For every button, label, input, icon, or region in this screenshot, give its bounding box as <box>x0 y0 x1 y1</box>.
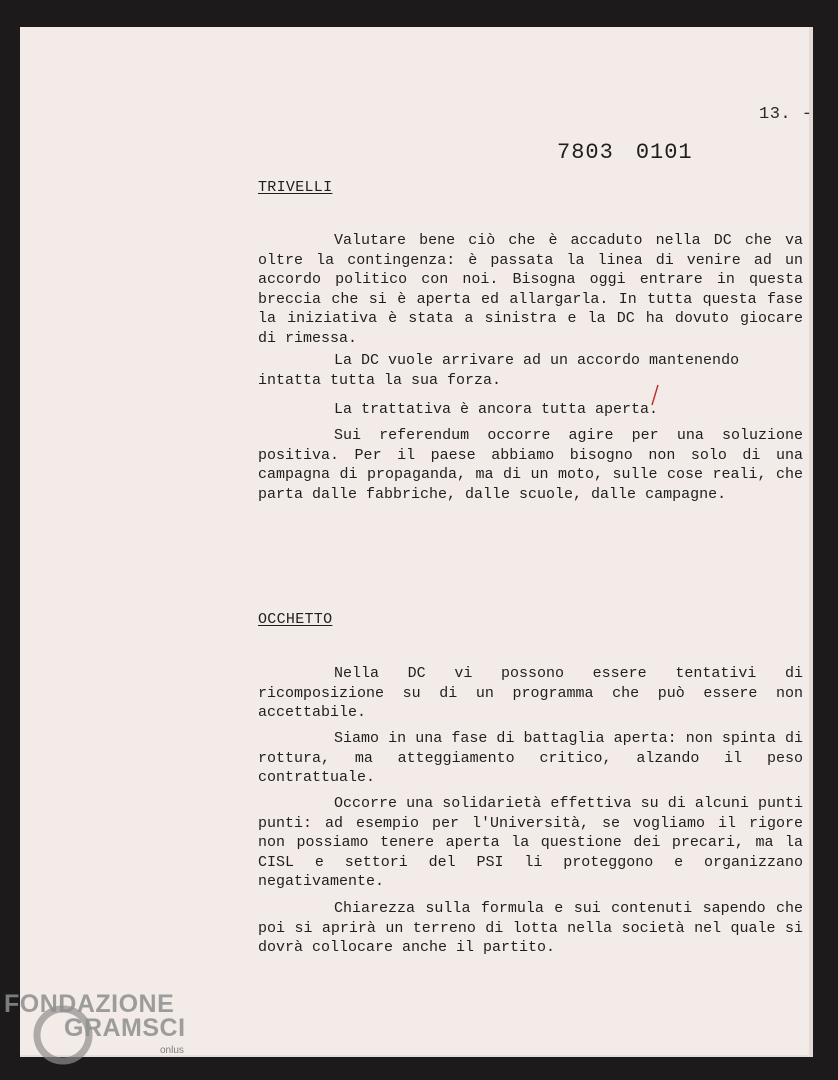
watermark-suffix: onlus <box>160 1045 184 1056</box>
paragraph: Occorre una solidarietà effettiva su di alcuni punti punti: ad esempio per l'Università, se vogliamo il rigore non possiamo tenere aperta la questione dei precari, ma la CISL e settori del PSI li proteggono e organizzano negativamente. <box>258 795 803 891</box>
page-number: 13. - <box>759 105 813 124</box>
document-code <box>557 140 693 165</box>
watermark-line-1: FONDAZIONE <box>4 990 175 1018</box>
document-page <box>20 27 813 1057</box>
watermark-line-2: GRAMSCI <box>64 1014 186 1042</box>
paragraph: Siamo in una fase di battaglia aperta: non spinta di rottura, ma atteggiamento critico, alzando il peso contrattuale. <box>258 730 803 787</box>
paragraph: Valutare bene ciò che è accaduto nella DC che va oltre la contingenza: è passata la linea di venire ad un accordo politico con noi. Bisogna oggi entrare in questa breccia che si è aperta ed allargarla. In tutta questa fase la iniziativa è stata a sinistra e la DC ha dovuto giocare di rimessa. <box>258 232 803 347</box>
paragraph: Chiarezza sulla formula e sui contenuti sapendo che poi si aprirà un terreno di lotta nella società nel quale si dovrà collocare anche il partito. <box>258 900 803 957</box>
section-heading-trivelli: TRIVELLI <box>258 179 333 196</box>
document-code-part-2: 0101 <box>635 140 693 165</box>
paragraph: La DC vuole arrivare ad un accordo mantenendo intatta tutta la sua forza. <box>258 352 740 389</box>
fondazione-gramsci-watermark <box>4 990 214 1070</box>
paragraph: Nella DC vi possono essere tentativi di ricomposizione su di un programma che può essere non accettabile. <box>258 665 803 722</box>
paragraph: La trattativa è ancora tutta aperta. <box>334 401 659 418</box>
handwritten-correction-mark <box>650 383 660 407</box>
document-code-part-1: 7803 <box>557 140 614 165</box>
paragraph: Sui referendum occorre agire per una soluzione positiva. Per il paese abbiamo bisogno non solo di una campagna di propaganda, ma di un moto, sulle cose reali, che parta dalle fabbriche, dalle scuole, dalle campagne. <box>258 427 803 503</box>
section-heading-occhetto: OCCHETTO <box>258 611 333 628</box>
